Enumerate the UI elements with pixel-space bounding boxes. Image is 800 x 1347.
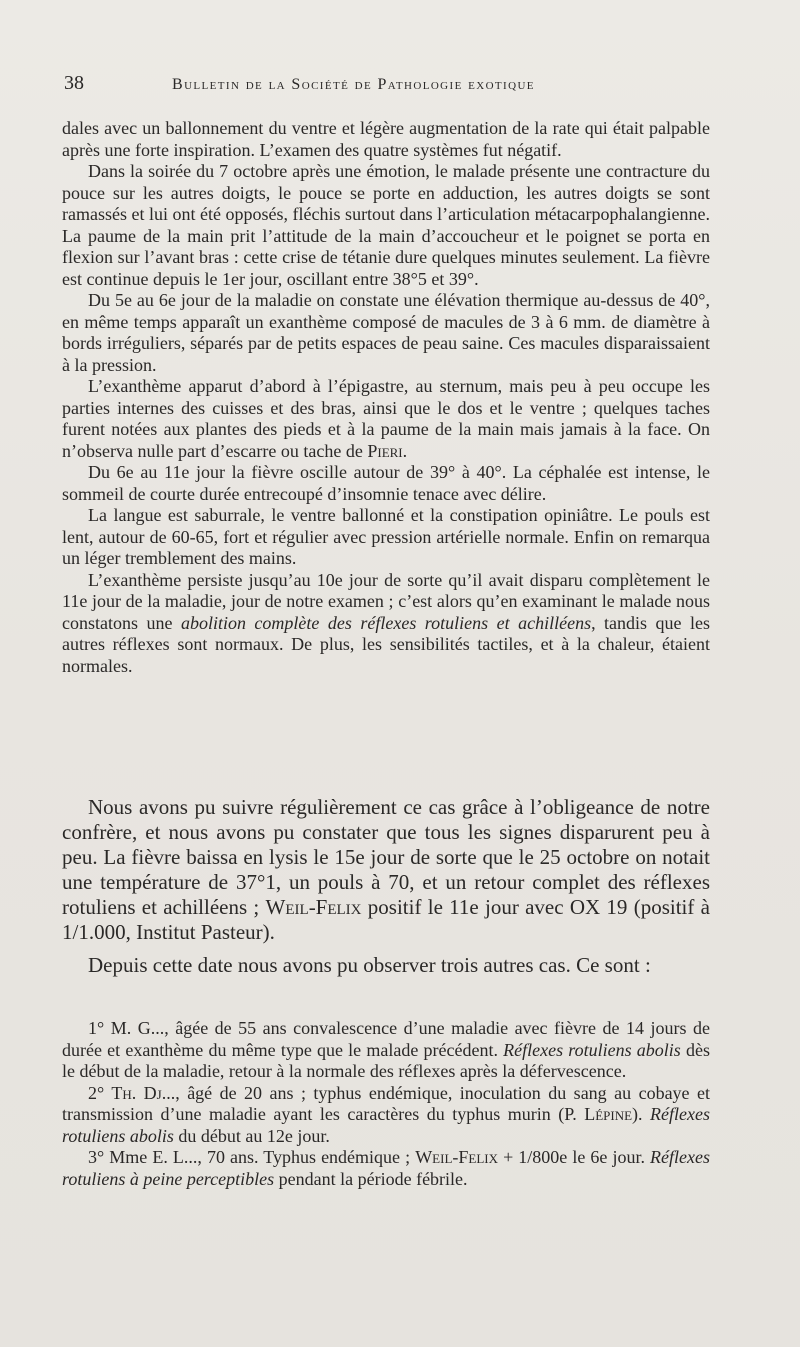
paragraph: dales avec un ballonnement du ventre et légère augmentation de la rate qui était palpable après une forte inspiration. L’examen des quatre systèmes fut négatif. bbox=[62, 118, 710, 160]
paragraph: L’exanthème apparut d’abord à l’épigastre, au sternum, mais peu à peu occupe les parties internes des cuisses et des bras, ainsi que le dos et le ventre ; quelques taches furent notées aux plantes des pieds et à la paume de la main mais jamais à la face. On n’observa nulle part d’escarre ou tache de Pieri. bbox=[62, 376, 710, 461]
clinical-observation bbox=[62, 118, 710, 677]
paragraph: Nous avons pu suivre régulièrement ce cas grâce à l’obligeance de notre confrère, et nous avons pu constater que tous les signes disparurent peu à peu. La fièvre baissa en lysis le 15e jour de sorte que le 25 octobre on notait une température de 37°1, un pouls à 70, et un retour complet des réflexes rotuliens et achilléens ; Weil-Felix positif le 11e jour avec OX 19 (positif à 1/1.000, Institut Pasteur). bbox=[62, 795, 710, 944]
paragraph: L’exanthème persiste jusqu’au 10e jour de sorte qu’il avait disparu complètement le 11e jour de la maladie, jour de notre examen ; c’est alors qu’en examinant le malade nous constatons une abolition complète des réflexes rotuliens et achilléens, tandis que les autres réflexes sont normaux. De plus, les sensibilités tactiles, et à la chaleur, étaient normales. bbox=[62, 569, 710, 676]
paragraph: Dans la soirée du 7 octobre après une émotion, le malade présente une contracture du pouce sur les autres doigts, le pouce se porte en adduction, les autres doigts se sont ramassés et lui ont été opposés, fléchis surtout dans l’articulation métacarpophalangienne. La paume de la main prit l’attitude de la main d’accoucheur et le poignet se porta en flexion sur l’avant bras : cette crise de tétanie dure quelques minutes seulement. La fièvre est continue depuis le 1er jour, oscillant entre 38°5 et 39°. bbox=[62, 161, 710, 289]
case-item: 2° Th. Dj..., âgé de 20 ans ; typhus endémique, inoculation du sang au cobaye et transmission d’une maladie ayant les caractères du typhus murin (P. Lépine). Réflexes rotuliens abolis du début au 12e jour. bbox=[62, 1082, 710, 1146]
paragraph: Du 6e au 11e jour la fièvre oscille autour de 39° à 40°. La céphalée est intense, le sommeil de courte durée entrecoupé d’insomnie tenace avec délire. bbox=[62, 462, 710, 504]
page-number: 38 bbox=[64, 72, 84, 94]
case-item: 1° M. G..., âgée de 55 ans convalescence d’une maladie avec fièvre de 14 jours de durée et exanthème du même type que le malade précédent. Réflexes rotuliens abolis dès le début de la maladie, retour à la normale des réflexes après la défervescence. bbox=[62, 1018, 710, 1081]
paragraph: Du 5e au 6e jour de la maladie on constate une élévation thermique au-dessus de 40°, en même temps apparaît un exanthème composé de macules de 3 à 6 mm. de diamètre à bords irréguliers, séparés par de petits espaces de peau saine. Ces macules disparaissaient à la pression. bbox=[62, 290, 710, 375]
case-item: 3° Mme E. L..., 70 ans. Typhus endémique ; Weil-Felix + 1/800e le 6e jour. Réflexes rotuliens à peine perceptibles pendant la période fébrile. bbox=[62, 1147, 710, 1189]
paragraph: La langue est saburrale, le ventre ballonné et la constipation opiniâtre. Le pouls est lent, autour de 60-65, fort et régulier avec pression artérielle normale. Enfin on remarqua un léger tremblement des mains. bbox=[62, 505, 710, 568]
paragraph: Depuis cette date nous avons pu observer trois autres cas. Ce sont : bbox=[88, 953, 651, 977]
body-text bbox=[62, 795, 710, 978]
case-list bbox=[62, 1018, 710, 1190]
running-title: Bulletin de la Société de Pathologie exotique bbox=[172, 76, 535, 93]
page-header bbox=[64, 72, 724, 102]
